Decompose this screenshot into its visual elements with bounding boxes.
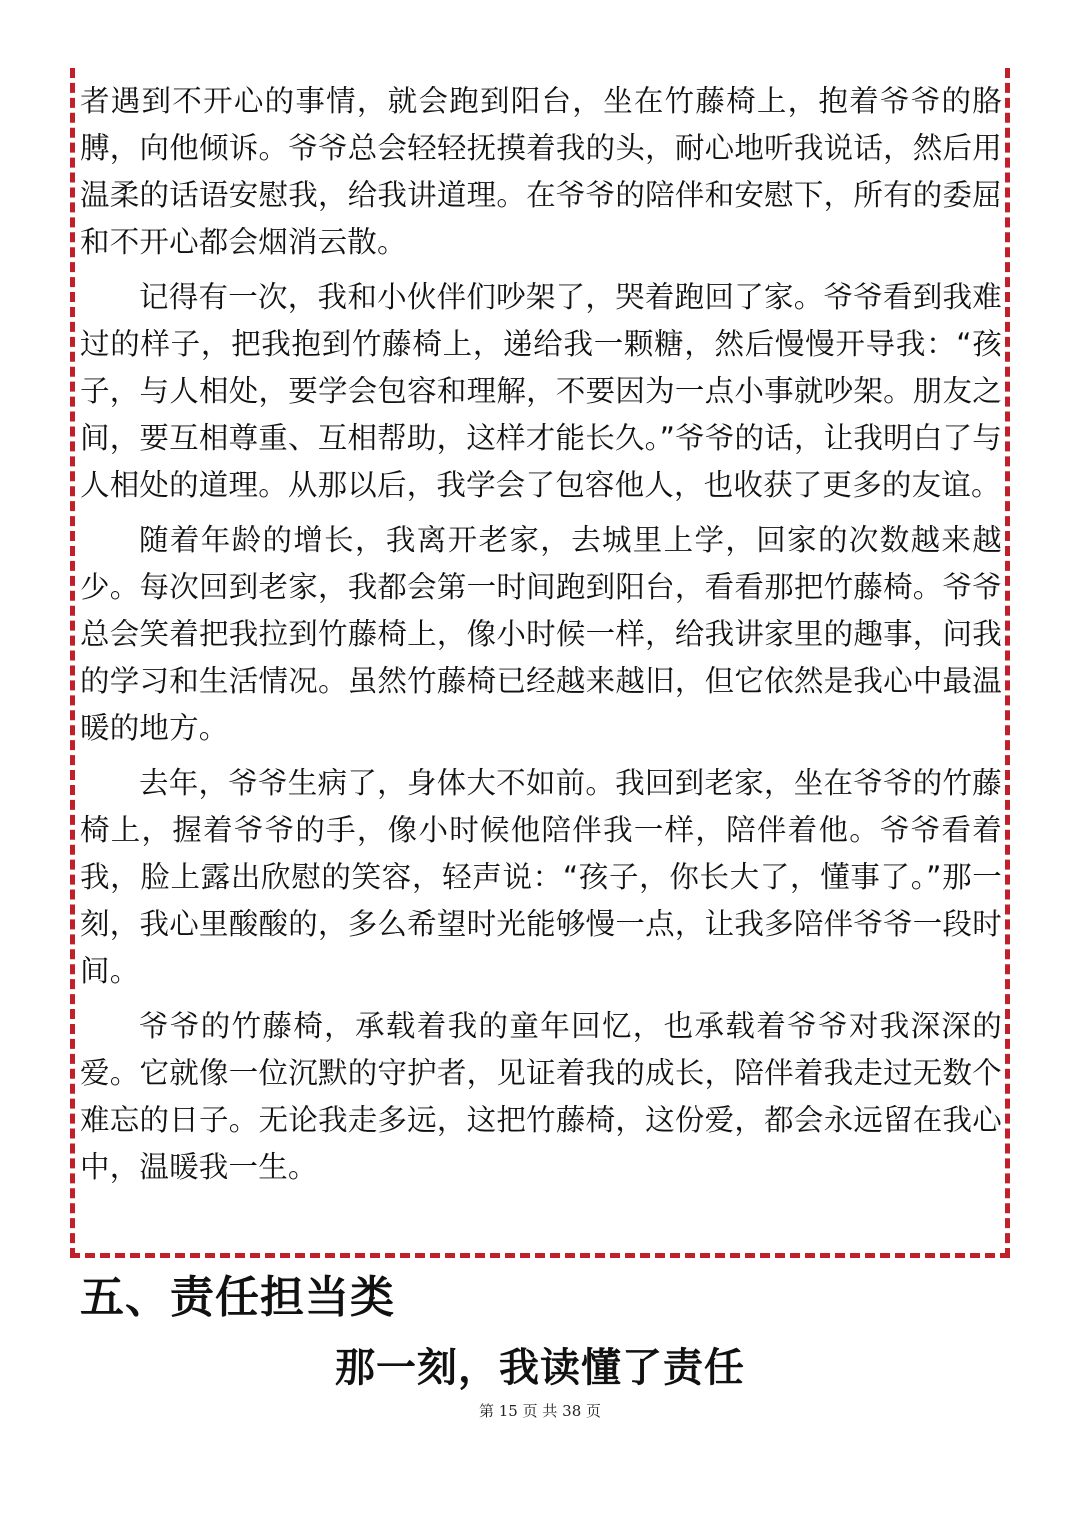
page-suffix: 页: [586, 1402, 602, 1420]
essay-title: 那一刻，我读懂了责任: [335, 1345, 745, 1391]
current-page-number: 15: [498, 1402, 518, 1420]
page-prefix: 第: [478, 1402, 494, 1420]
essay-paragraph-5: 爷爷的竹藤椅，承载着我的童年回忆，也承载着爷爷对我深深的爱。它就像一位沉默的守护者，见证着我的成长，陪伴着我走过无数个难忘的日子。无论我走多远，这把竹藤椅，这份爱，都会永远留在我心中，温暖我一生。: [80, 1009, 1002, 1184]
essay-body: [80, 78, 1002, 1199]
page-middle-text: 页 共: [522, 1402, 558, 1420]
essay-paragraph-3: 随着年龄的增长，我离开老家，去城里上学，回家的次数越来越少。每次回到老家，我都会第一时间跑到阳台，看看那把竹藤椅。爷爷总会笑着把我拉到竹藤椅上，像小时候一样，给我讲家里的趣事，问我的学习和生活情况。虽然竹藤椅已经越来越旧，但它依然是我心中最温暖的地方。: [80, 523, 1002, 745]
section-heading: 五、责任担当类: [80, 1272, 395, 1323]
total-page-count: 38: [562, 1402, 582, 1420]
essay-paragraph-4: 去年，爷爷生病了，身体大不如前。我回到老家，坐在爷爷的竹藤椅上，握着爷爷的手，像小时候他陪伴我一样，陪伴着他。爷爷看着我，脸上露出欣慰的笑容，轻声说：“孩子，你长大了，懂事了。”那一刻，我心里酸酸的，多么希望时光能够慢一点，让我多陪伴爷爷一段时间。: [80, 766, 1002, 988]
page-number-footer: [0, 1400, 1080, 1422]
essay-paragraph-2: 记得有一次，我和小伙伴们吵架了，哭着跑回了家。爷爷看到我难过的样子，把我抱到竹藤椅上，递给我一颗糖，然后慢慢开导我：“孩子，与人相处，要学会包容和理解，不要因为一点小事就吵架。朋友之间，要互相尊重、互相帮助，这样才能长久。”爷爷的话，让我明白了与人相处的道理。从那以后，我学会了包容他人，也收获了更多的友谊。: [80, 280, 1002, 502]
essay-paragraph-1: 者遇到不开心的事情，就会跑到阳台，坐在竹藤椅上，抱着爷爷的胳膊，向他倾诉。爷爷总会轻轻抚摸着我的头，耐心地听我说话，然后用温柔的话语安慰我，给我讲道理。在爷爷的陪伴和安慰下，所有的委屈和不开心都会烟消云散。: [80, 84, 1002, 259]
